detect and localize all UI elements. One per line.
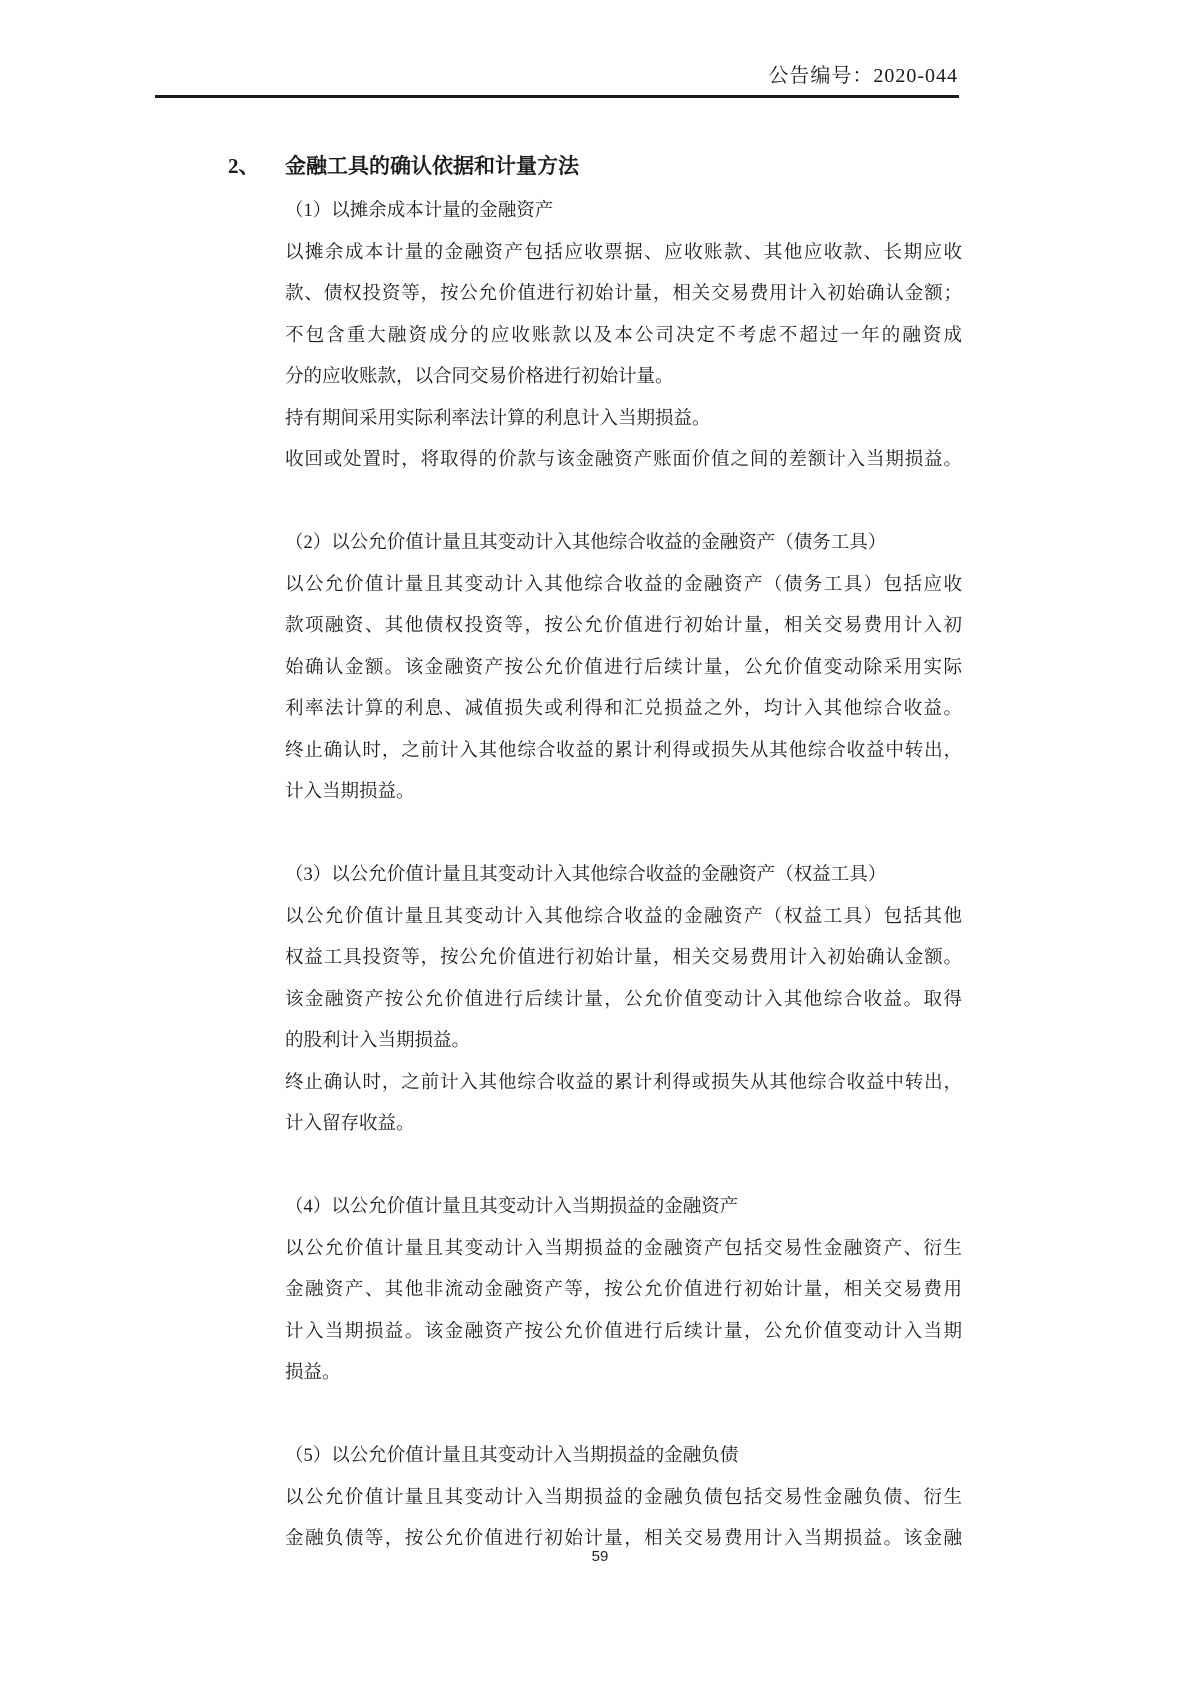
subsection-title-1: （1）以摊余成本计量的金融资产 [285, 201, 554, 221]
paragraph-line: 不包含重大融资成分的应收账款以及本公司决定不考虑不超过一年的融资成 [285, 325, 962, 346]
subsection-title-3: （3）以公允价值计量且其变动计入其他综合收益的金融资产（权益工具） [285, 865, 887, 885]
paragraph-line: 分的应收账款，以合同交易价格进行初始计量。 [285, 367, 674, 387]
section-gap [285, 1395, 962, 1437]
section-gap [285, 482, 962, 524]
paragraph-line: 计入当期损益。 [285, 782, 415, 802]
subsection-title-4: （4）以公允价值计量且其变动计入当期损益的金融资产 [285, 1197, 739, 1217]
paragraph-line: 款、债权投资等，按公允价值进行初始计量，相关交易费用计入初始确认金额； [285, 284, 962, 304]
paragraph-line: 计入当期损益。该金融资产按公允价值进行后续计量，公允价值变动计入当期 [285, 1321, 962, 1342]
paragraph-line: 终止确认时，之前计入其他综合收益的累计利得或损失从其他综合收益中转出， [285, 1072, 962, 1093]
paragraph-line: 利率法计算的利息、减值损失或利得和汇兑损益之外，均计入其他综合收益。 [285, 699, 962, 719]
section-gap [285, 814, 962, 856]
paragraph-line: 以摊余成本计量的金融资产包括应收票据、应收账款、其他应收款、长期应收 [285, 242, 962, 263]
announcement-number: 公告编号：2020-044 [768, 65, 958, 87]
paragraph-line: 以公允价值计量且其变动计入当期损益的金融负债包括交易性金融负债、衍生 [285, 1487, 962, 1508]
document-body [228, 141, 962, 1561]
paragraph-line: 计入留存收益。 [285, 1114, 415, 1134]
header-divider [155, 95, 959, 98]
section-heading-title: 金融工具的确认依据和计量方法 [285, 154, 579, 178]
paragraph-line: 以公允价值计量且其变动计入其他综合收益的金融资产（债务工具）包括应收 [285, 574, 962, 595]
paragraph-line: 以公允价值计量且其变动计入其他综合收益的金融资产（权益工具）包括其他 [285, 906, 962, 927]
section-heading [228, 141, 962, 191]
paragraph-line: 金融负债等，按公允价值进行初始计量，相关交易费用计入当期损益。该金融 [285, 1529, 962, 1549]
paragraph-line: 收回或处置时，将取得的价款与该金融资产账面价值之间的差额计入当期损益。 [285, 450, 962, 470]
paragraph-line: 金融资产、其他非流动金融资产等，按公允价值进行初始计量，相关交易费用 [285, 1280, 962, 1300]
paragraph-line: 以公允价值计量且其变动计入当期损益的金融资产包括交易性金融资产、衍生 [285, 1238, 962, 1259]
paragraph-line: 始确认金额。该金融资产按公允价值进行后续计量，公允价值变动除采用实际 [285, 657, 962, 678]
paragraph-line: 权益工具投资等，按公允价值进行初始计量，相关交易费用计入初始确认金额。 [285, 948, 962, 968]
paragraph-line: 款项融资、其他债权投资等，按公允价值进行初始计量，相关交易费用计入初 [285, 616, 962, 636]
paragraph-line: 终止确认时，之前计入其他综合收益的累计利得或损失从其他综合收益中转出， [285, 740, 962, 761]
paragraph-line: 的股利计入当期损益。 [285, 1031, 471, 1051]
paragraph-line: 损益。 [285, 1363, 341, 1383]
section-gap [285, 1146, 962, 1188]
paragraph-line: 持有期间采用实际利率法计算的利息计入当期损益。 [285, 408, 711, 429]
subsection-title-5: （5）以公允价值计量且其变动计入当期损益的金融负债 [285, 1446, 739, 1466]
paragraph-line: 该金融资产按公允价值进行后续计量，公允价值变动计入其他综合收益。取得 [285, 989, 962, 1010]
page-number: 59 [591, 1548, 609, 1565]
section-heading-number: 2、 [228, 154, 260, 178]
subsection-title-2: （2）以公允价值计量且其变动计入其他综合收益的金融资产（债务工具） [285, 533, 887, 553]
